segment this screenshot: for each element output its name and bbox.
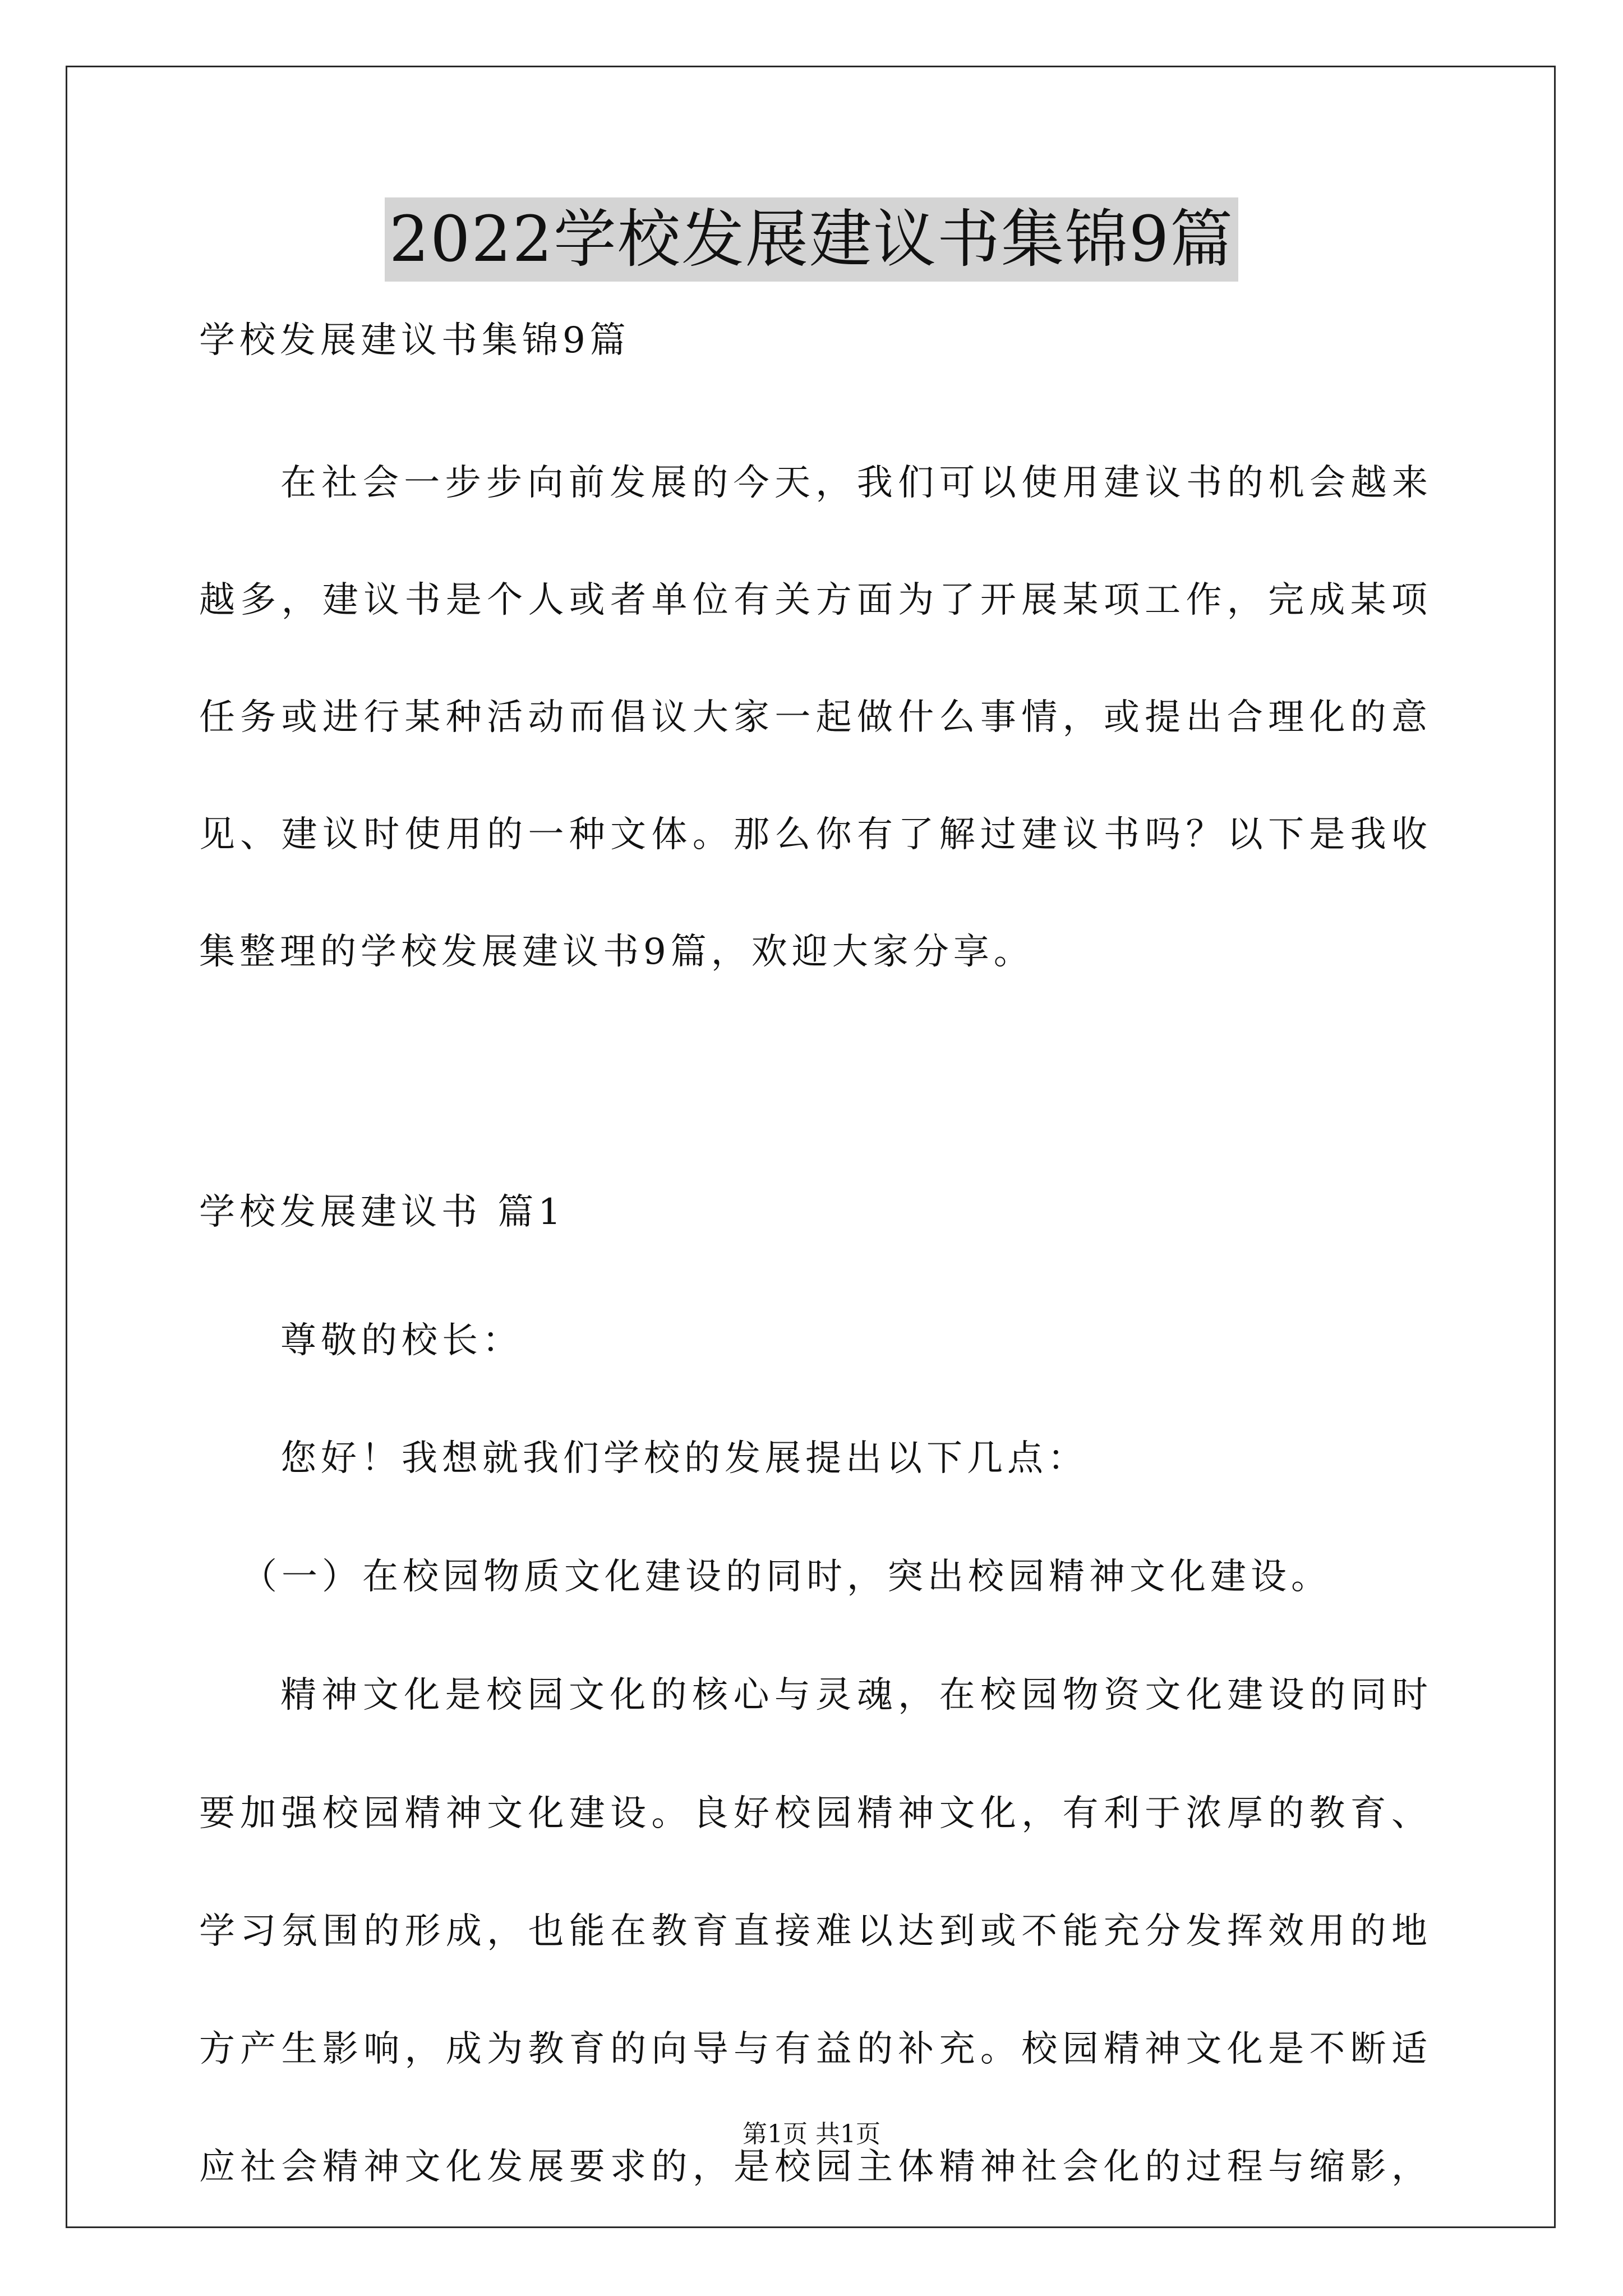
intro-line-5: 集整理的学校发展建议书9篇，欢迎大家分享。 <box>199 931 1034 973</box>
title-container <box>0 197 1623 282</box>
body-line-4: 方产生影响，成为教育的向导与有益的补充。校园精神文化是不断适 <box>199 2028 1427 2070</box>
intro-line-3: 任务或进行某种活动而倡议大家一起做什么事情，或提出合理化的意 <box>199 697 1427 738</box>
salutation: 尊敬的校长： <box>280 1320 523 1361</box>
body-line-3: 学习氛围的形成，也能在教育直接难以达到或不能充分发挥效用的地 <box>199 1911 1427 1952</box>
document-title: 2022学校发展建议书集锦9篇 <box>385 197 1238 282</box>
section-heading: 学校发展建议书 篇1 <box>199 1191 566 1233</box>
body-line-5: 应社会精神文化发展要求的，是校园主体精神社会化的过程与缩影， <box>199 2146 1427 2188</box>
page-border <box>66 66 1556 2228</box>
page-footer: 第1页 共1页 <box>743 2120 880 2148</box>
intro-line-4: 见、建议时使用的一种文体。那么你有了解过建议书吗？以下是我收 <box>199 814 1427 855</box>
body-line-1: 精神文化是校园文化的核心与灵魂，在校园物资文化建设的同时 <box>280 1674 1428 1716</box>
point-one: （一）在校园物质文化建设的同时，突出校园精神文化建设。 <box>241 1556 1331 1598</box>
document-subtitle: 学校发展建议书集锦9篇 <box>199 320 630 361</box>
body-line-2: 要加强校园精神文化建设。良好校园精神文化，有利于浓厚的教育、 <box>199 1793 1427 1834</box>
intro-line-2: 越多，建议书是个人或者单位有关方面为了开展某项工作，完成某项 <box>199 579 1427 621</box>
greeting: 您好！我想就我们学校的发展提出以下几点： <box>280 1438 1088 1479</box>
intro-line-1: 在社会一步步向前发展的今天，我们可以使用建议书的机会越来 <box>280 462 1428 504</box>
